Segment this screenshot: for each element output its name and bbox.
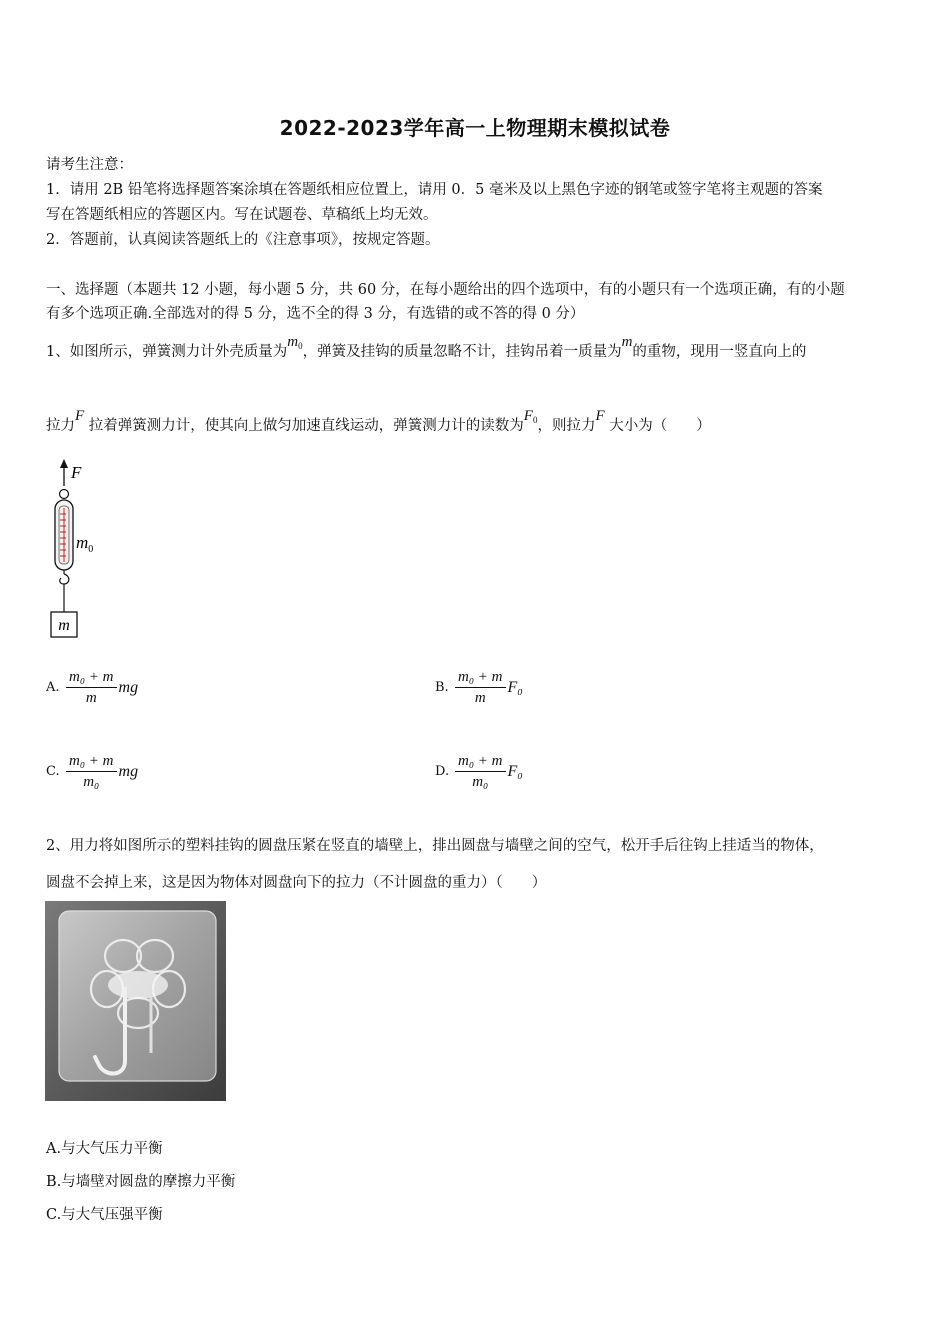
q1-option-c[interactable] [46, 751, 138, 792]
q2-option-a[interactable]: A.与大气压力平衡 [46, 1141, 163, 1157]
q2-option-b[interactable]: B.与墙壁对圆盘的摩擦力平衡 [46, 1174, 236, 1190]
notice-line-1: 1．请用 2B 铅笔将选择题答案涂填在答题纸相应位置上，请用 0．5 毫米及以上黑色字迹的钢笔或签字笔将主观题的答案 [46, 182, 823, 198]
fraction: $\frac{\text{m₀ + m}}{\text{m₀}}$ [455, 751, 506, 792]
q1-text-b3: ，则拉力 [537, 418, 596, 434]
section-heading-line-2: 有多个选项正确.全部选对的得 5 分，选不全的得 3 分，有选错的或不答的得 0 分） [46, 306, 585, 322]
hook [60, 574, 69, 584]
spring-scale-figure [44, 456, 114, 642]
q2-stem-line-1: 2、用力将如图所示的塑料挂钩的圆盘压紧在竖直的墙壁上，排出圆盘与墙壁之间的空气，松开手后往钩上挂适当的物体， [46, 838, 824, 854]
q1-text-b4: 大小为（ ） [609, 418, 711, 434]
notice-line-3: 2．答题前，认真阅读答题纸上的《注意事项》，按规定答题。 [46, 232, 440, 248]
option-tail: mg [118, 678, 139, 696]
q1-text-a3: 的重物，现用一竖直向上的 [632, 344, 807, 360]
symbol-F: F [75, 408, 85, 424]
q1-text-a2: ，弹簧及挂钩的质量忽略不计，挂钩吊着一质量为 [302, 344, 622, 360]
fraction: $\frac{\text{m₀ + m}}{\text{m₀}}$ [66, 751, 117, 792]
force-arrow-head [60, 459, 68, 468]
section-heading-line-1: 一、选择题（本题共 12 小题，每小题 5 分，共 60 分，在每小题给出的四个选项中，有的小题只有一个选项正确，有的小题 [46, 282, 845, 298]
notice-line-2: 写在答题纸相应的答题区内。写在试题卷、草稿纸上均无效。 [46, 207, 438, 223]
q1-option-d[interactable] [435, 751, 523, 792]
symbol-F0: $F_0$ [523, 408, 538, 425]
fraction: $\frac{\text{m₀ + m}}{m}$ [455, 667, 506, 708]
hook-base [108, 971, 168, 999]
q1-text-b2: 拉着弹簧测力计，使其向上做匀加速直线运动，弹簧测力计的读数为 [88, 418, 524, 434]
suction-hook-photo [45, 901, 226, 1101]
option-letter: C. [46, 764, 60, 779]
notice-heading: 请考生注意： [46, 157, 133, 173]
symbol-F-2: F [595, 408, 605, 424]
option-tail: F₀ [507, 678, 523, 696]
option-letter: A. [46, 680, 60, 695]
q2-option-c[interactable]: C.与大气压强平衡 [46, 1207, 163, 1223]
option-letter: B. [435, 680, 449, 695]
q2-stem-line-2: 圆盘不会掉上来，这是因为物体对圆盘向下的拉力（不计圆盘的重力）（ ） [46, 875, 547, 891]
force-label: F [71, 463, 82, 482]
option-tail: mg [118, 762, 139, 780]
q1-option-b[interactable] [435, 667, 523, 708]
q1-stem-line-2 [46, 408, 711, 435]
top-ring [60, 490, 69, 499]
shell-mass-label: $m_0$ [76, 533, 94, 555]
symbol-m: m [621, 334, 633, 350]
fraction: $\frac{\text{m₀ + m}}{m}$ [66, 667, 117, 708]
option-letter: D. [435, 764, 450, 779]
option-tail: F₀ [507, 762, 523, 780]
symbol-m0: $m_0$ [287, 334, 303, 351]
q1-option-a[interactable] [46, 667, 138, 708]
q1-text-b1: 拉力 [46, 418, 75, 434]
page-title: 2022-2023学年高一上物理期末模拟试卷 [279, 116, 671, 140]
q1-stem-line-1 [46, 334, 807, 361]
block-mass-label: m [58, 617, 70, 634]
q1-text-a1: 1、如图所示，弹簧测力计外壳质量为 [46, 344, 288, 360]
